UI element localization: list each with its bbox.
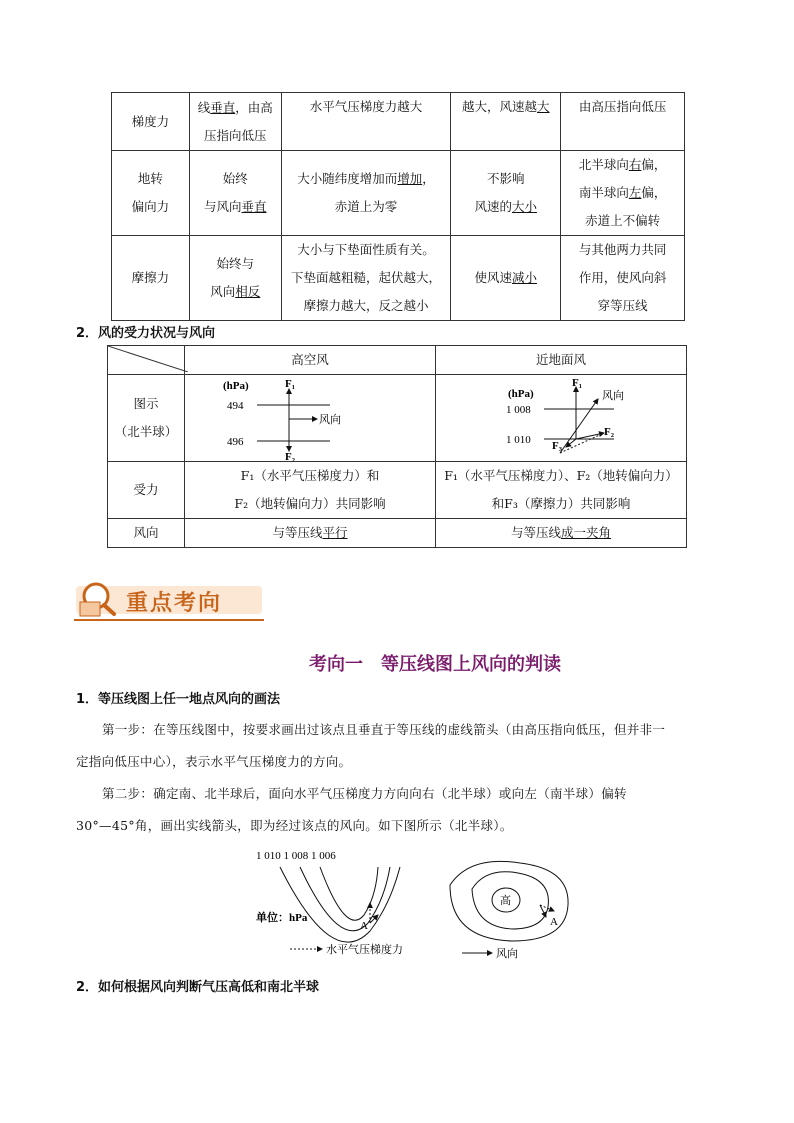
- wind-label: 风向: [319, 414, 341, 426]
- row-label-diagram: 图示 （北半球）: [108, 375, 185, 462]
- col-header-high: 高空风: [185, 346, 436, 375]
- item-title: 2．如何根据风向判断气压高低和南北半球: [76, 980, 320, 995]
- high-wind-dir: 与等压线平行: [185, 519, 436, 548]
- force-speed: 使风速减小: [451, 236, 561, 321]
- f3-label: F₃: [552, 440, 563, 452]
- isobar-496: 496: [227, 436, 244, 448]
- f1-label: F₁: [572, 377, 583, 389]
- table-row: [108, 346, 687, 375]
- forces-table: [111, 92, 685, 321]
- force-name: 梯度力: [112, 93, 190, 151]
- table-row: [112, 93, 685, 151]
- table-row: [112, 151, 685, 236]
- isobar-curve: [280, 867, 400, 942]
- table-row: [108, 519, 687, 548]
- unit-label: (hPa): [508, 388, 534, 400]
- force-note: 由高压指向低压: [561, 93, 685, 151]
- force-direction: 始终 与风向垂直: [189, 151, 281, 236]
- row-label-wind: 风向: [108, 519, 185, 548]
- step2-paragraph: 第二步：确定南、北半球后，面向水平气压梯度力方向向右（北半球）或向左（南半球）偏转 30°—45°角，画出实线箭头，即为经过该点的风向。如下图所示（北半球）。: [76, 786, 627, 833]
- force-effect: 大小与下垫面性质有关。 下垫面越粗糙，起伏越大， 摩擦力越大，反之越小: [281, 236, 451, 321]
- isobar-figure: [250, 845, 590, 965]
- force-name: 摩擦力: [112, 236, 190, 321]
- isobar-figure-svg: [250, 845, 590, 965]
- high-force: F₁（水平气压梯度力）和 F₂（地转偏向力）共同影响: [185, 462, 436, 519]
- force-note: 与其他两力共同 作用，使风向斜 穿等压线: [561, 236, 685, 321]
- force-effect: 水平气压梯度力越大: [281, 93, 451, 151]
- page-heading: 考向一 等压线图上风向的判读: [309, 654, 561, 675]
- high-wind-svg: [185, 375, 435, 461]
- isobar-494: 494: [227, 400, 244, 412]
- high-wind-diagram: [185, 375, 436, 462]
- f2-label: F₂: [285, 451, 296, 461]
- point-label: A: [550, 916, 558, 928]
- isobar-1008: 1 008: [506, 404, 531, 416]
- low-wind-diagram: [436, 375, 687, 462]
- legend-wind-label: 风向: [496, 948, 518, 960]
- banner-title: 重点考向: [126, 591, 223, 616]
- legend-gradient-label: 水平气压梯度力: [326, 944, 403, 956]
- item-title: 1．等压线图上任一地点风向的画法: [76, 692, 281, 707]
- force-speed: 越大，风速越大: [451, 93, 561, 151]
- force-note: 北半球向右偏， 南半球向左偏， 赤道上不偏转: [561, 151, 685, 236]
- unit-label: 单位：hPa: [256, 912, 308, 924]
- f2-arrow: [576, 433, 604, 439]
- point-label: A: [360, 920, 368, 932]
- diagonal-divider: [108, 346, 188, 372]
- row-label-force: 受力: [108, 462, 185, 519]
- force-effect: 大小随纬度增加而增加， 赤道上为零: [281, 151, 451, 236]
- wind-label: 风向: [602, 390, 624, 402]
- low-wind-svg: [436, 375, 686, 461]
- isobar-values: 1 010 1 008 1 006: [256, 850, 336, 862]
- section-title: 2．风的受力状况与风向: [76, 326, 216, 341]
- high-label: 高: [500, 895, 511, 907]
- table-row: [108, 375, 687, 462]
- low-wind-dir: 与等压线成一夹角: [436, 519, 687, 548]
- step1-paragraph: 第一步：在等压线图中，按要求画出过该点且垂直于等压线的虚线箭头（由高压指向低压，但并非一 定指向低压中心），表示水平气压梯度力的方向。: [76, 722, 666, 769]
- force-direction: 线垂直，由高 压指向低压: [189, 93, 281, 151]
- isobar-curve: [320, 867, 378, 920]
- f2-label: F₂: [604, 426, 615, 438]
- isobar-1010: 1 010: [506, 434, 531, 446]
- low-force: F₁（水平气压梯度力）、F₂（地转偏向力） 和F₃（摩擦力）共同影响: [436, 462, 687, 519]
- table-row: [108, 462, 687, 519]
- force-speed: 不影响 风速的大小: [451, 151, 561, 236]
- force-name: 地转 偏向力: [112, 151, 190, 236]
- f1-label: F₁: [285, 378, 296, 390]
- table-row: [112, 236, 685, 321]
- wind-force-table: [107, 345, 687, 548]
- col-header-low: 近地面风: [436, 346, 687, 375]
- section-banner: [74, 578, 264, 622]
- header-blank: [108, 346, 185, 375]
- force-direction: 始终与 风向相反: [189, 236, 281, 321]
- unit-label: (hPa): [223, 380, 249, 392]
